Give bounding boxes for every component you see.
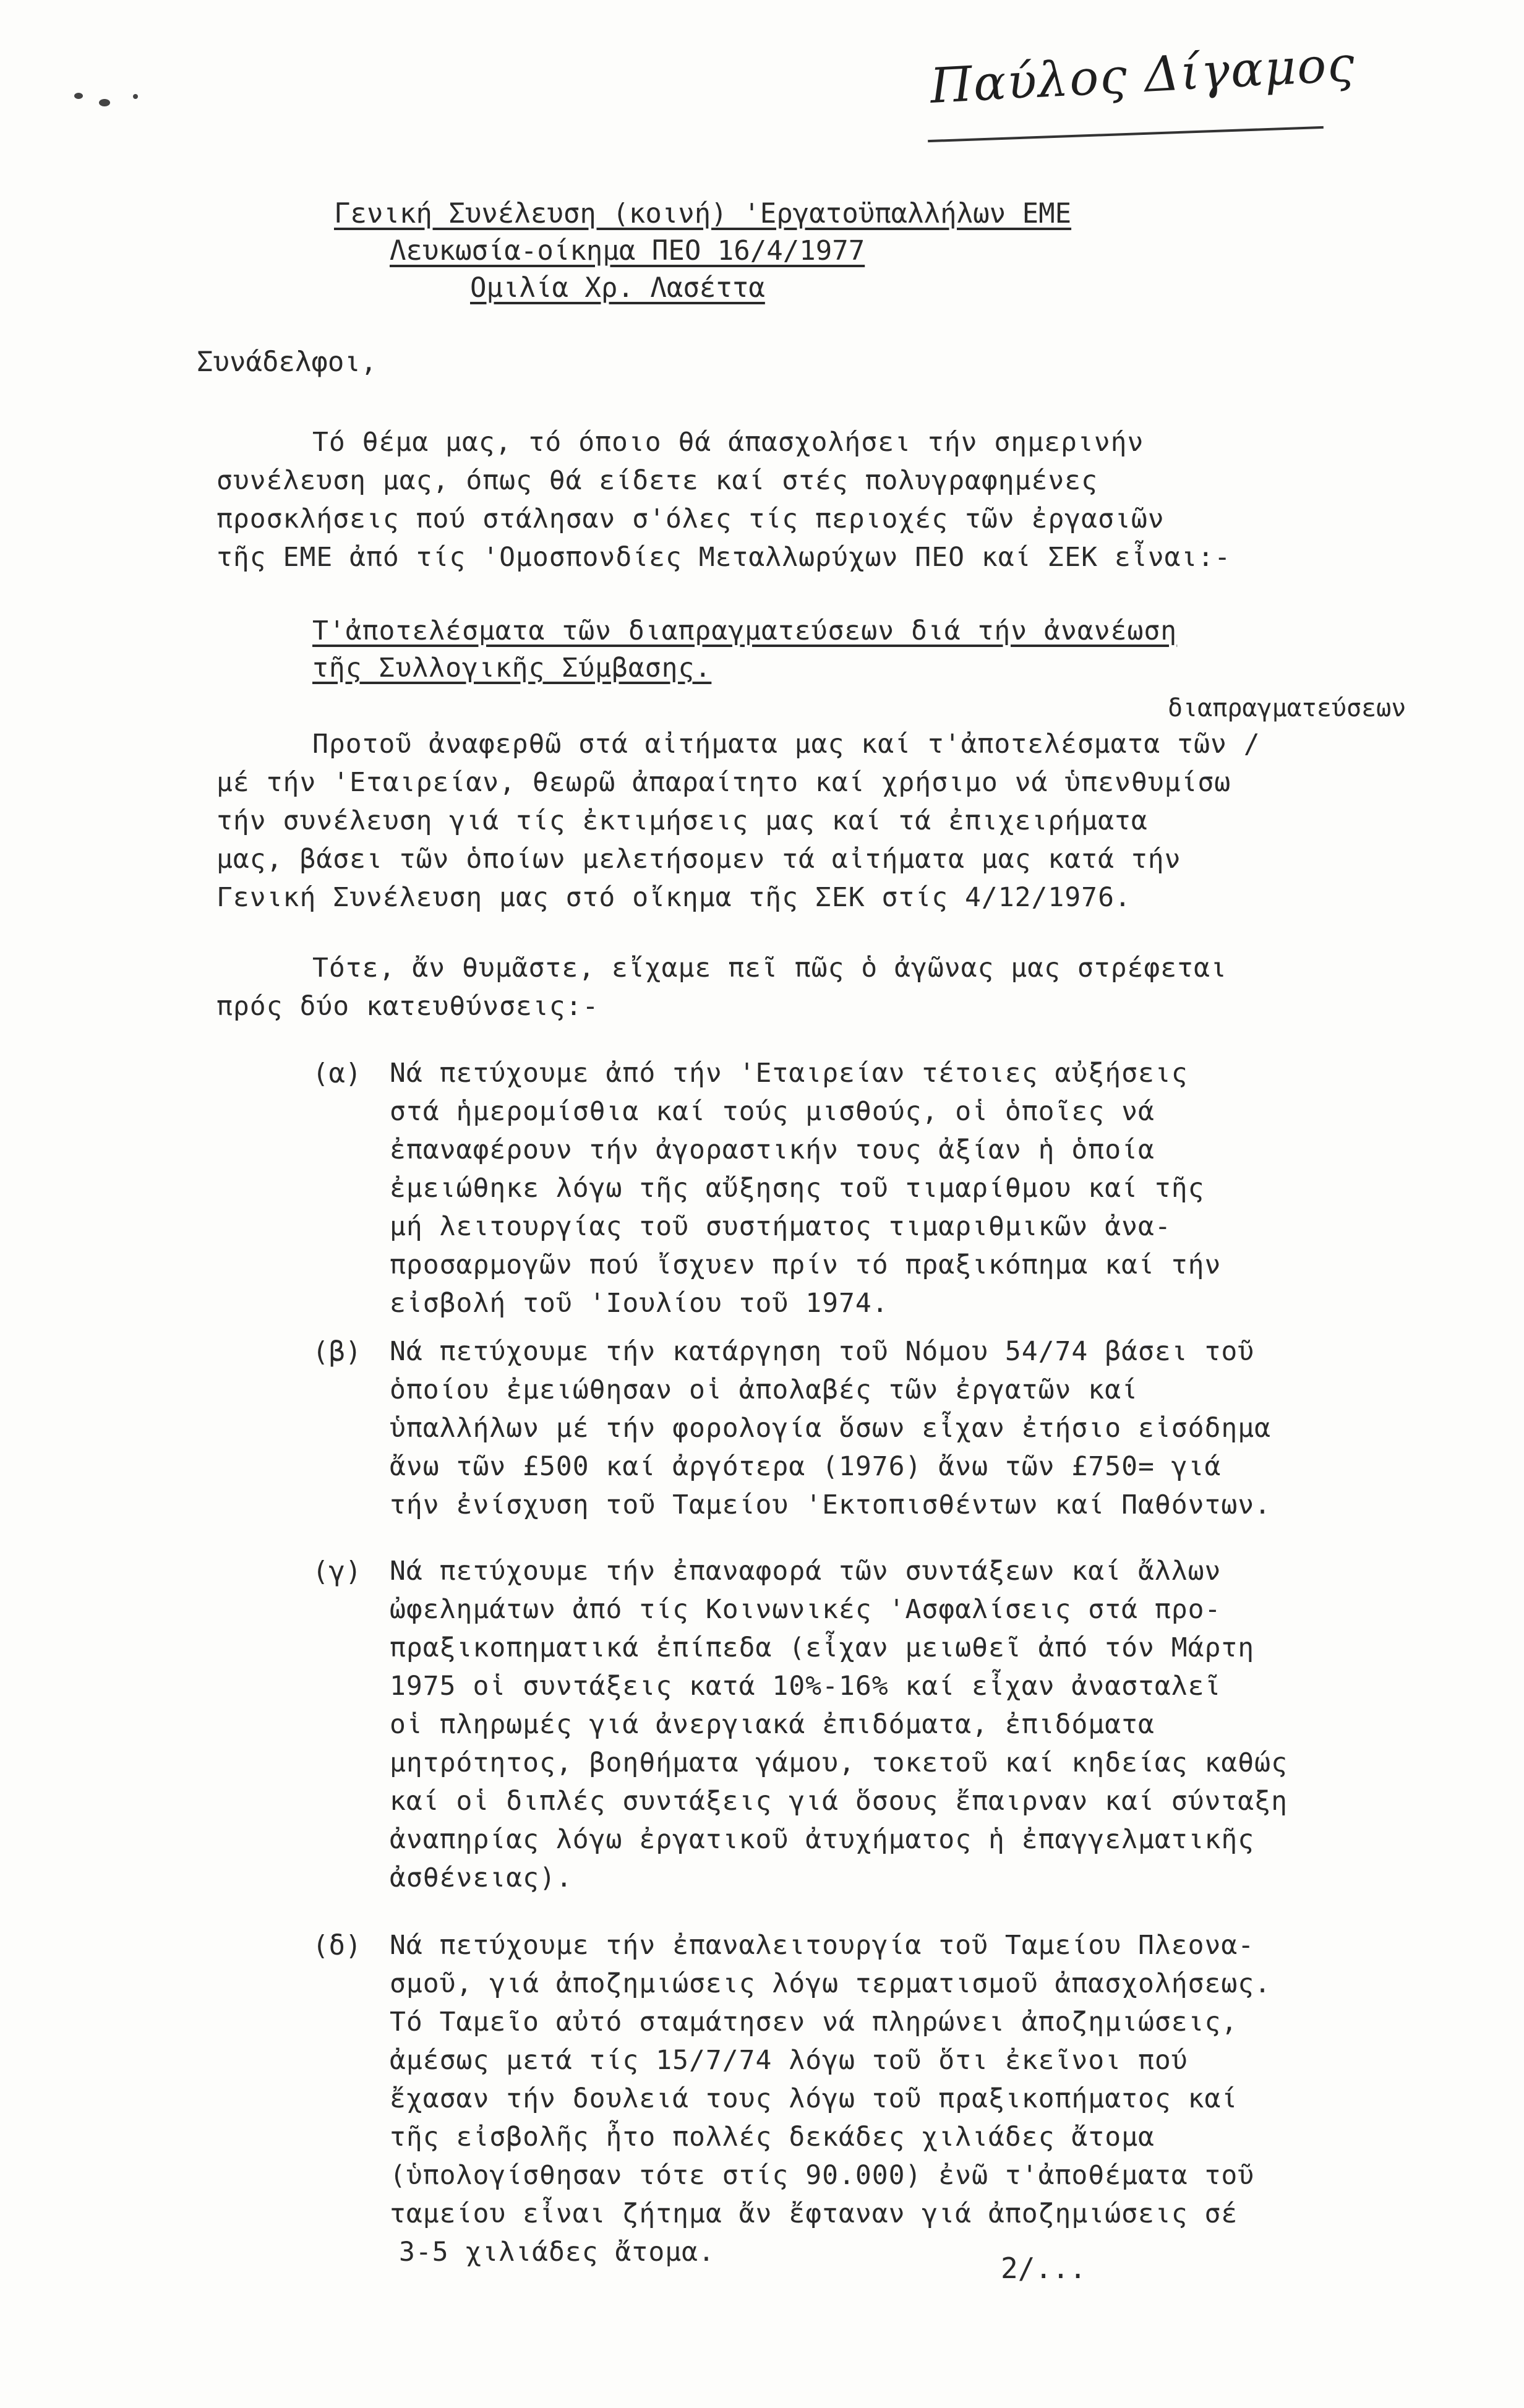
list-item-line: ὠφελημάτων ἀπό τίς Κοινωνικές 'Ασφαλίσεις στά προ- bbox=[390, 1594, 1222, 1625]
intro-line: Τό θέμα μας, τό όποιο θά άπασχολήσει τήν σημερινήν bbox=[312, 427, 1144, 458]
list-item-line: τῆς εἰσβολῆς ἦτο πολλές δεκάδες χιλιάδες ἄτομα bbox=[390, 2122, 1155, 2153]
list-item-line: (ὑπολογίσθησαν τότε στίς 90.000) ἐνῶ τ'ἀποθέματα τοῦ bbox=[390, 2160, 1255, 2191]
list-item-line: 1975 οἱ συντάξεις κατά 10%-16% καί εἶχαν ἀνασταλεῖ bbox=[390, 1671, 1222, 1702]
list-item-line: οἱ πληρωμές γιά ἀνεργιακά ἐπιδόματα, ἐπιδόματα bbox=[390, 1709, 1155, 1740]
list-item-line: μητρότητος, βοηθήματα γάμου, τοκετοῦ καί κηδείας καθώς bbox=[390, 1747, 1288, 1778]
list-item-line: ἐμειώθηκε λόγω τῆς αὔξησης τοῦ τιμαρίθμου καί τῆς bbox=[390, 1173, 1205, 1204]
header-place-date: Λευκωσία-οίκημα ΠΕΟ 16/4/1977 bbox=[390, 235, 865, 267]
list-item-line: Τό Ταμεῖο αὐτό σταμάτησεν νά πληρώνει ἀποζημιώσεις, bbox=[390, 2007, 1238, 2037]
topic-line: Τ'ἀποτελέσματα τῶν διαπραγματεύσεων διά τήν ἀνανέωση bbox=[312, 615, 1178, 646]
paragraph-line: μέ τήν 'Εταιρείαν, θεωρῶ ἀπαραίτητο καί χρήσιμο νά ὑπενθυμίσω bbox=[216, 767, 1231, 798]
list-item-line: ὁποίου ἐμειώθησαν οἱ ἀπολαβές τῶν ἐργατῶν καί bbox=[390, 1374, 1138, 1405]
list-item-line: προσαρμογῶν πού ἴσχυεν πρίν τό πραξικόπημα καί τήν bbox=[390, 1249, 1222, 1280]
list-item-line: 3-5 χιλιάδες ἄτομα. bbox=[399, 2237, 715, 2268]
paragraph-line: Τότε, ἄν θυμᾶστε, εἴχαμε πεῖ πῶς ὁ ἀγῶνας μας στρέφεται bbox=[312, 953, 1227, 983]
list-item-line: μή λειτουργίας τοῦ συστήματος τιμαριθμικῶν ἀνα- bbox=[390, 1211, 1171, 1242]
list-item-line: ἄνω τῶν £500 καί ἀργότερα (1976) ἄνω τῶν £750= γιά bbox=[390, 1451, 1222, 1482]
list-item-line: σμοῦ, γιά ἀποζημιώσεις λόγω τερματισμοῦ ἀπασχολήσεως. bbox=[390, 1968, 1272, 1999]
list-item-line: στά ἡμερομίσθια καί τούς μισθούς, οἱ ὁποῖες νά bbox=[390, 1096, 1155, 1127]
paragraph-line: Γενική Συνέλευση μας στό οἴκημα τῆς ΣΕΚ στίς 4/12/1976. bbox=[216, 882, 1131, 913]
ink-speck bbox=[99, 99, 110, 106]
header-speaker: Ομιλία Χρ. Λασέττα bbox=[470, 272, 765, 304]
list-marker: (δ) bbox=[312, 1930, 362, 1961]
page-number: 2/... bbox=[1001, 2252, 1087, 2285]
list-item-line: πραξικοπηματικά ἐπίπεδα (εἶχαν μειωθεῖ ἀπό τόν Μάρτη bbox=[390, 1632, 1255, 1663]
intro-line: συνέλευση μας, όπως θά είδετε καί στές πολυγραφημένες bbox=[216, 465, 1098, 496]
list-item-line: τήν ἐνίσχυση τοῦ Ταμείου 'Εκτοπισθέντων καί Παθόντων. bbox=[390, 1489, 1272, 1520]
paragraph-line: τήν συνέλευση γιά τίς ἐκτιμήσεις μας καί τά ἐπιχειρήματα bbox=[216, 805, 1148, 836]
list-item-line: ταμείου εἶναι ζήτημα ἄν ἔφταναν γιά ἀποζημιώσεις σέ bbox=[390, 2198, 1238, 2229]
marginal-note: διαπραγματεύσεων bbox=[1168, 694, 1406, 722]
list-item-line: ἀσθένειας). bbox=[390, 1862, 573, 1893]
list-item-line: καί οἱ διπλές συντάξεις γιά ὅσους ἔπαιρναν καί σύνταξη bbox=[390, 1786, 1288, 1817]
list-item-line: ἀμέσως μετά τίς 15/7/74 λόγω τοῦ ὅτι ἐκεῖνοι πού bbox=[390, 2045, 1188, 2076]
list-item-line: ὑπαλλήλων μέ τήν φορολογία ὅσων εἶχαν ἐτήσιο εἰσόδημα bbox=[390, 1413, 1272, 1444]
paragraph-line: μας, βάσει τῶν ὁποίων μελετήσομεν τά αἰτήματα μας κατά τήν bbox=[216, 844, 1181, 875]
list-item-line: Νά πετύχουμε ἀπό τήν 'Εταιρείαν τέτοιες αὐξήσεις bbox=[390, 1058, 1188, 1089]
list-item-line: Νά πετύχουμε τήν ἐπαναλειτουργία τοῦ Ταμείου Πλεονα- bbox=[390, 1930, 1255, 1961]
paragraph-line: πρός δύο κατευθύνσεις:- bbox=[216, 991, 599, 1022]
topic-line: τῆς Συλλογικῆς Σύμβασης. bbox=[312, 653, 712, 683]
list-marker: (α) bbox=[312, 1058, 362, 1089]
ink-speck bbox=[74, 93, 83, 99]
list-item-line: ἐπαναφέρουν τήν ἀγοραστικήν τους ἀξίαν ἡ ὁποία bbox=[390, 1134, 1155, 1165]
header-title: Γενική Συνέλευση (κοινή) 'Εργατοϋπαλλήλων ΕΜΕ bbox=[334, 198, 1072, 229]
list-item-line: Νά πετύχουμε τήν ἐπαναφορά τῶν συντάξεων καί ἄλλων bbox=[390, 1556, 1222, 1587]
intro-line: τῆς ΕΜΕ ἀπό τίς 'Ομοσπονδίες Μεταλλωρύχων ΠΕΟ καί ΣΕΚ εἶναι:- bbox=[216, 542, 1231, 573]
intro-line: προσκλήσεις πού στάλησαν σ'όλες τίς περιοχές τῶν ἐργασιῶν bbox=[216, 503, 1165, 534]
list-item-line: ἀναπηρίας λόγω ἐργατικοῦ ἀτυχήματος ἡ ἐπαγγελματικῆς bbox=[390, 1824, 1255, 1855]
list-marker: (γ) bbox=[312, 1556, 362, 1587]
list-item-line: ἔχασαν τήν δουλειά τους λόγω τοῦ πραξικοπήματος καί bbox=[390, 2083, 1238, 2114]
list-marker: (β) bbox=[312, 1336, 362, 1368]
ink-speck bbox=[133, 94, 138, 99]
list-item-line: εἰσβολή τοῦ 'Ιουλίου τοῦ 1974. bbox=[390, 1288, 889, 1319]
paragraph-line: Προτοῦ ἀναφερθῶ στά αἰτήματα μας καί τ'ἀποτελέσματα τῶν / bbox=[312, 729, 1261, 760]
list-item-line: Νά πετύχουμε τήν κατάργηση τοῦ Νόμου 54/74 βάσει τοῦ bbox=[390, 1336, 1255, 1367]
salutation: Συνάδελφοι, bbox=[197, 346, 377, 378]
handwritten-signature: Παύλος Δίγαμος bbox=[928, 36, 1357, 114]
